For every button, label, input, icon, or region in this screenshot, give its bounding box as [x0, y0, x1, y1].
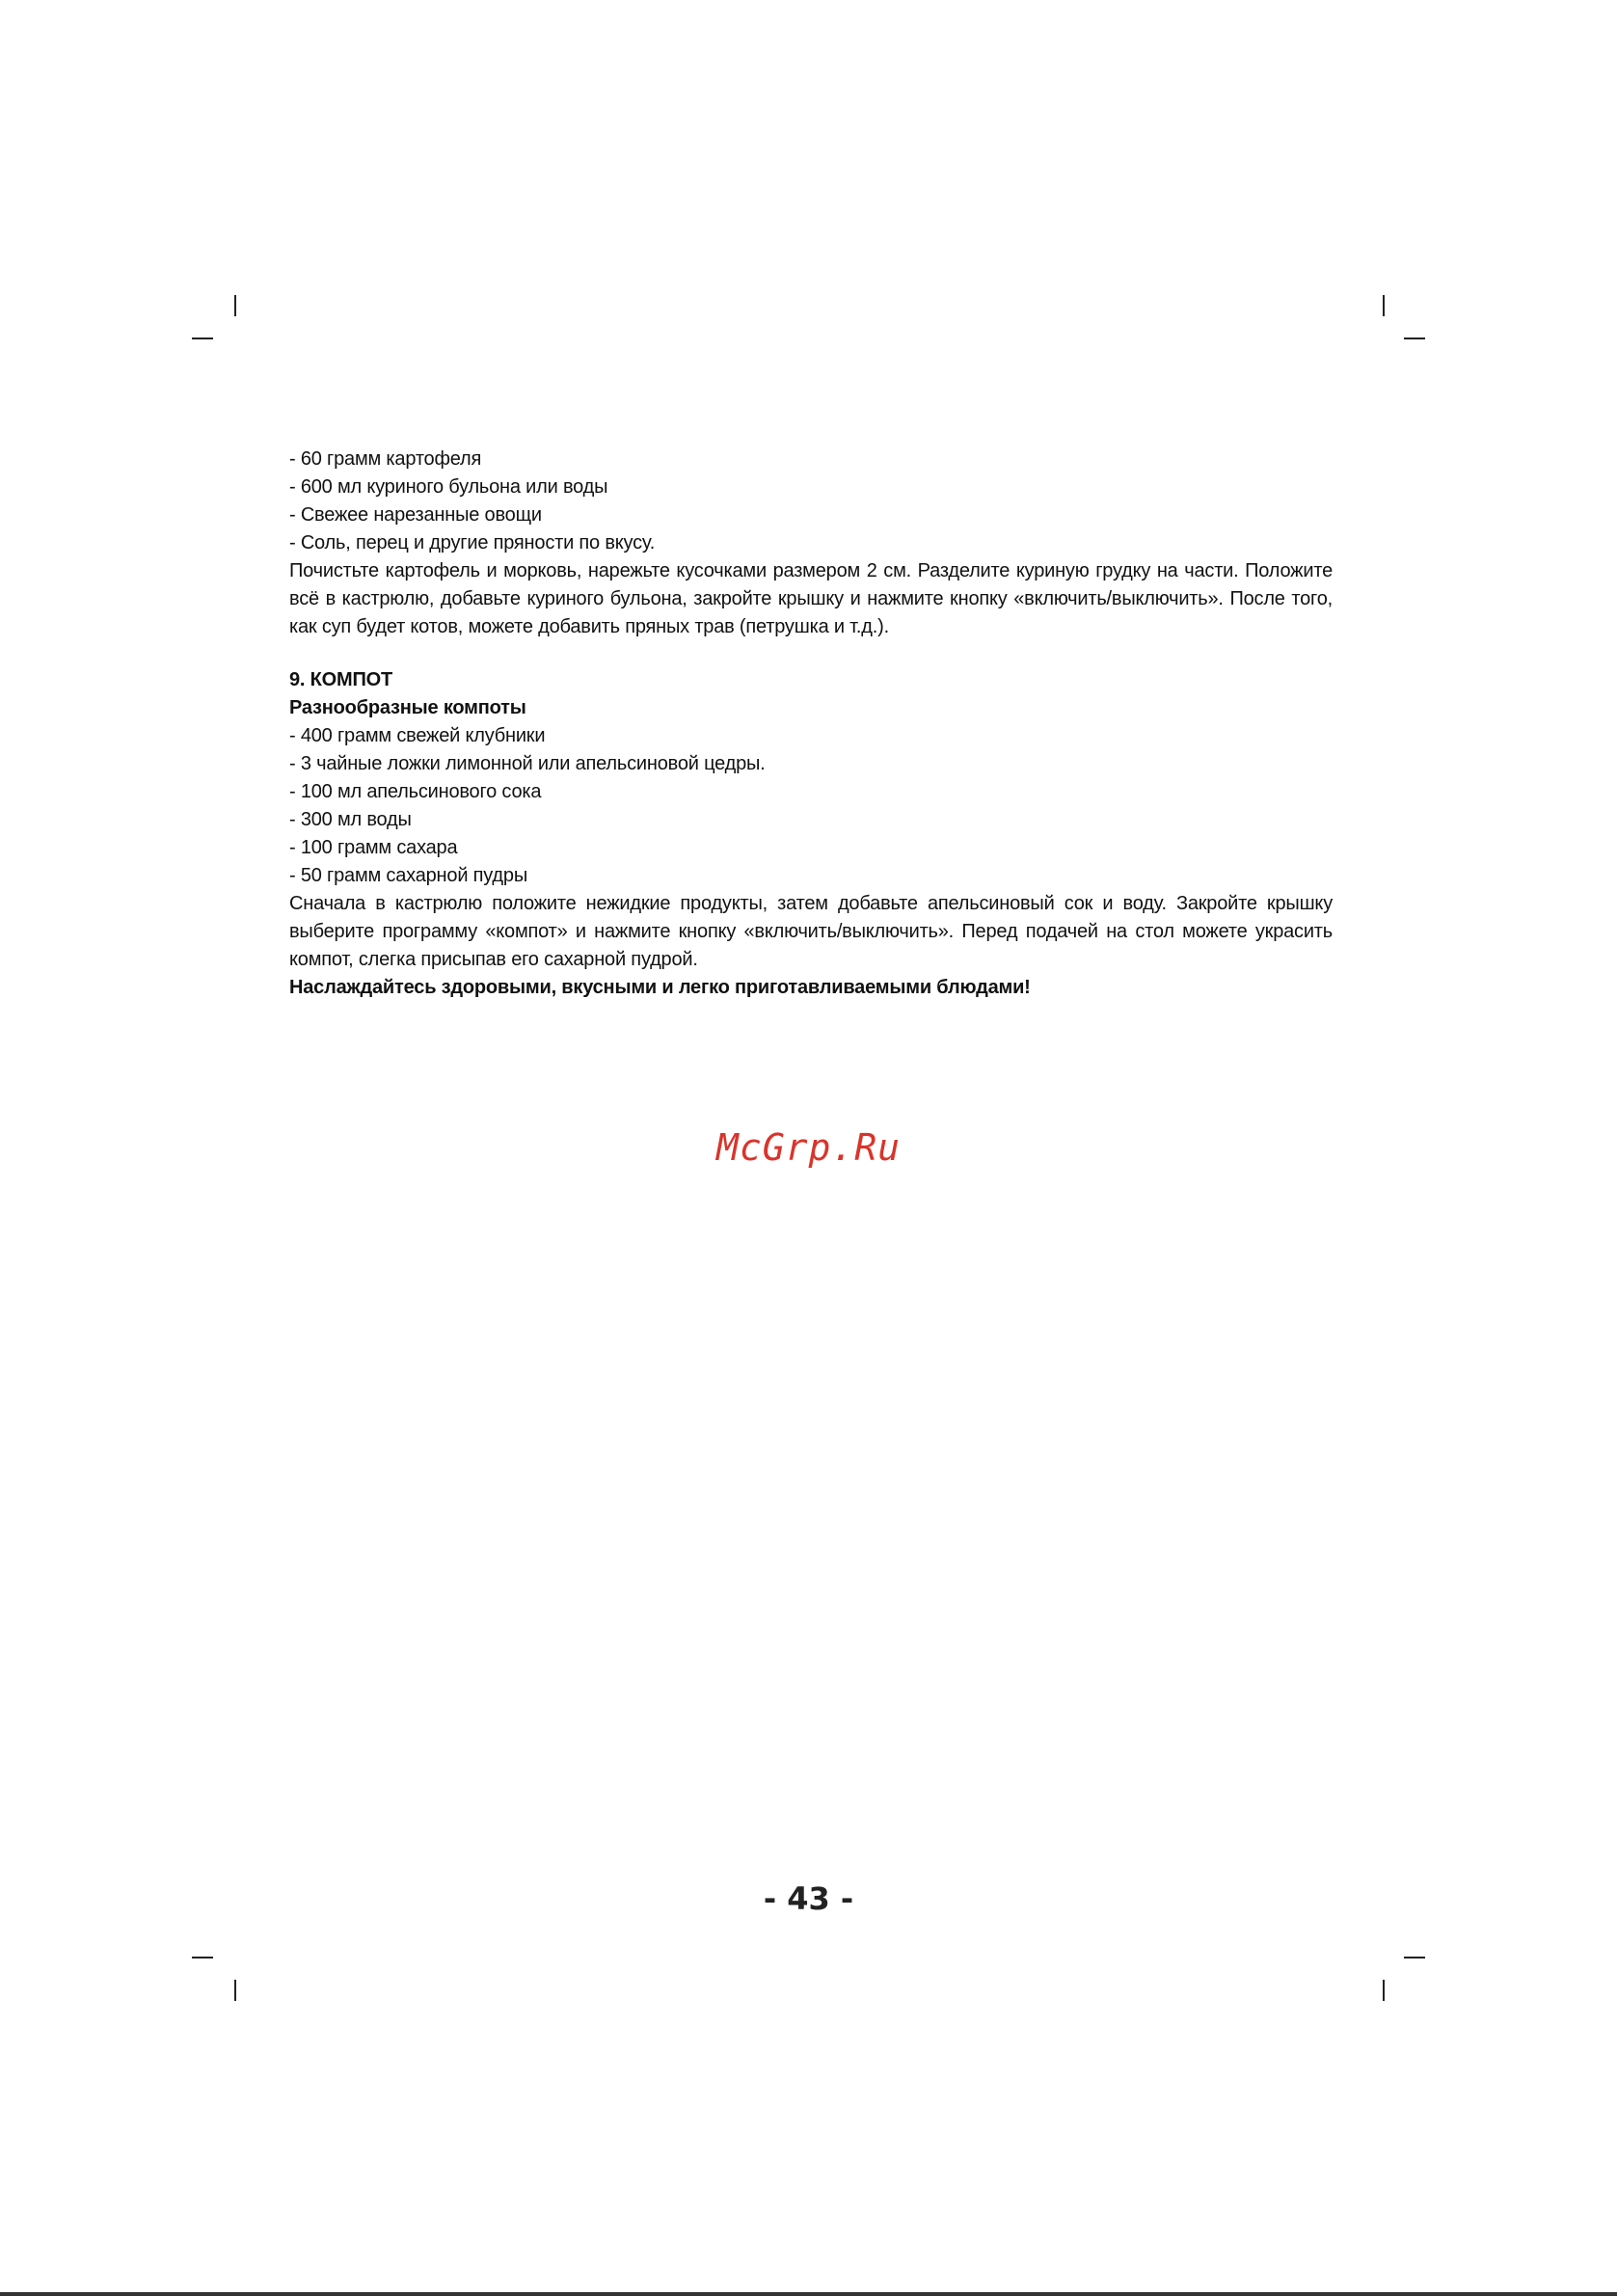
list-item: - Свежее нарезанные овощи: [289, 504, 542, 526]
compote-instructions: Сначала в кастрюлю положите нежидкие продукты, затем добавьте апельсиновый сок и воду. Закройте крышку выберите программу «компот» и нажмите кнопку «включить/выключить». Перед подачей на стол можете украсить компот, слегка присыпав его сахарной пудрой.: [289, 893, 1333, 970]
closing-line: Наслаждайтесь здоровыми, вкусными и легко приготавливаемыми блюдами!: [289, 977, 1031, 998]
page-content: [289, 446, 1333, 1002]
soup-instructions: Почистьте картофель и морковь, нарежьте кусочками размером 2 см. Разделите куриную грудку на части. Положите всё в кастрюлю, добавьте куриного бульона, закройте крышку и нажмите кнопку «включить/выключить». После того, как суп будет котов, можете добавить пряных трав (петрушка и т.д.).: [289, 560, 1333, 637]
watermark: McGrp.Ru: [715, 1126, 902, 1169]
bottom-edge-rule: [0, 2292, 1617, 2296]
section-subheading: Разнообразные компоты: [289, 697, 526, 718]
list-item: - 60 грамм картофеля: [289, 448, 482, 470]
section-heading: 9. КОМПОТ: [289, 669, 393, 690]
list-item: - 400 грамм свежей клубники: [289, 725, 546, 746]
crop-mark-bottom-left-horizontal: [192, 1957, 213, 1958]
list-item: - 100 грамм сахара: [289, 837, 458, 858]
list-item: - 300 мл воды: [289, 809, 412, 830]
list-item: - 50 грамм сахарной пудры: [289, 865, 527, 886]
list-item: - Соль, перец и другие пряности по вкусу.: [289, 532, 656, 554]
soup-ingredients-list: [289, 446, 1333, 557]
crop-mark-top-right-vertical: [1383, 295, 1385, 316]
crop-mark-bottom-left-vertical: [234, 1980, 236, 2001]
list-item: - 100 мл апельсинового сока: [289, 781, 542, 802]
crop-mark-top-left-vertical: [234, 295, 236, 316]
list-item: - 600 мл куриного бульона или воды: [289, 476, 608, 498]
compote-ingredients-list: [289, 722, 1333, 890]
section-gap: [289, 641, 1333, 666]
list-item: - 3 чайные ложки лимонной или апельсиновой цедры.: [289, 753, 766, 774]
crop-mark-bottom-right-vertical: [1383, 1980, 1385, 2001]
crop-mark-top-right-horizontal: [1404, 338, 1425, 339]
crop-mark-bottom-right-horizontal: [1404, 1957, 1425, 1958]
page-number: - 43 -: [763, 1880, 854, 1917]
crop-mark-top-left-horizontal: [192, 338, 213, 339]
